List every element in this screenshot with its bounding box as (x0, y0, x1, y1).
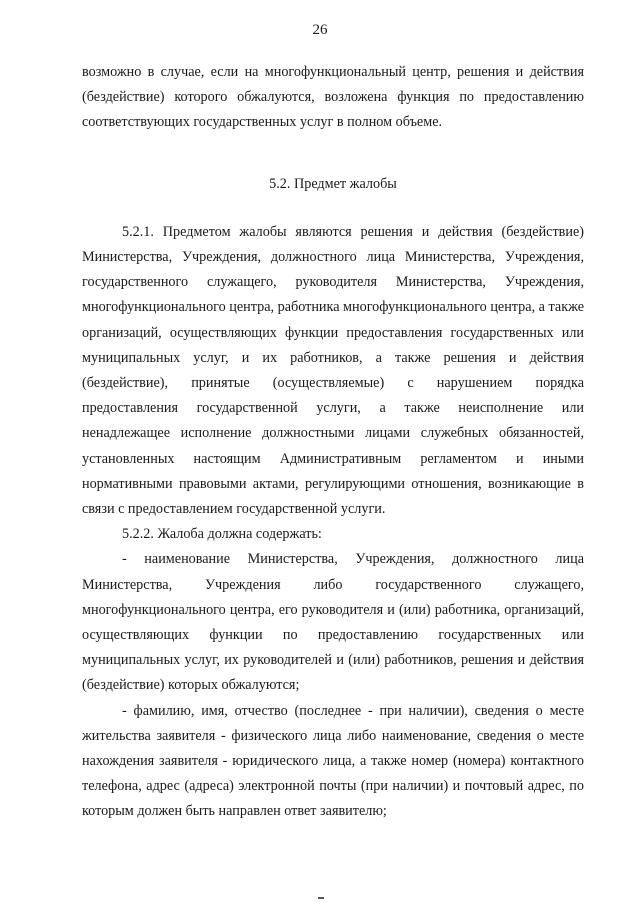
list-item-applicant: - фамилию, имя, отчество (последнее - при наличии), сведения о месте жительства заявителя - физического лица либо наименование, сведения о месте нахождения заявителя - юридического лица, а также номер (номера) контактного телефона, адрес (адреса) электронной почты (при наличии) и почтовый адрес, по которым должен быть направлен ответ заявителю; (82, 702, 584, 820)
document-body (82, 60, 584, 825)
scan-mark (318, 897, 324, 899)
section-title: 5.2. Предмет жалобы (269, 175, 397, 192)
paragraph-5-2-1: 5.2.1. Предметом жалобы являются решения и действия (бездействие) Министерства, Учреждения, должностного лица Министерства, Учреждения, государственного служащего, руководителя Министерства, Учреждения, многофункционального центра, работника многофункционального центра, а также организаций, осуществляющих функции предоставления государственных или муниципальных услуг, и их работников, а также решения и действия (бездействие), принятые (осуществляемые) с нарушением порядка предоставления государственной услуги, а также неисполнение или ненадлежащее исполнение должностными лицами служебных обязанностей, установленных настоящим Административным регламентом и иными нормативными правовыми актами, регулирующими отношения, возникающие в связи с предоставлением государственной услуги. (82, 223, 584, 518)
list-item-name: - наименование Министерства, Учреждения, должностного лица Министерства, Учреждения либо государственного служащего, многофункционального центра, его руководителя и (или) работника, организаций, осуществляющих функции по предоставлению государственных или муниципальных услуг, их руководителей и (или) работников, решения и действия (бездействие) которых обжалуются; (82, 551, 584, 694)
paragraph-continuation: возможно в случае, если на многофункциональный центр, решения и действия (бездействие) которого обжалуются, возложена функция по предоставлению соответствующих государственных услуг в полном объеме. (82, 64, 584, 131)
page-number: 26 (312, 22, 328, 38)
paragraph-5-2-2: 5.2.2. Жалоба должна содержать: (122, 526, 322, 543)
